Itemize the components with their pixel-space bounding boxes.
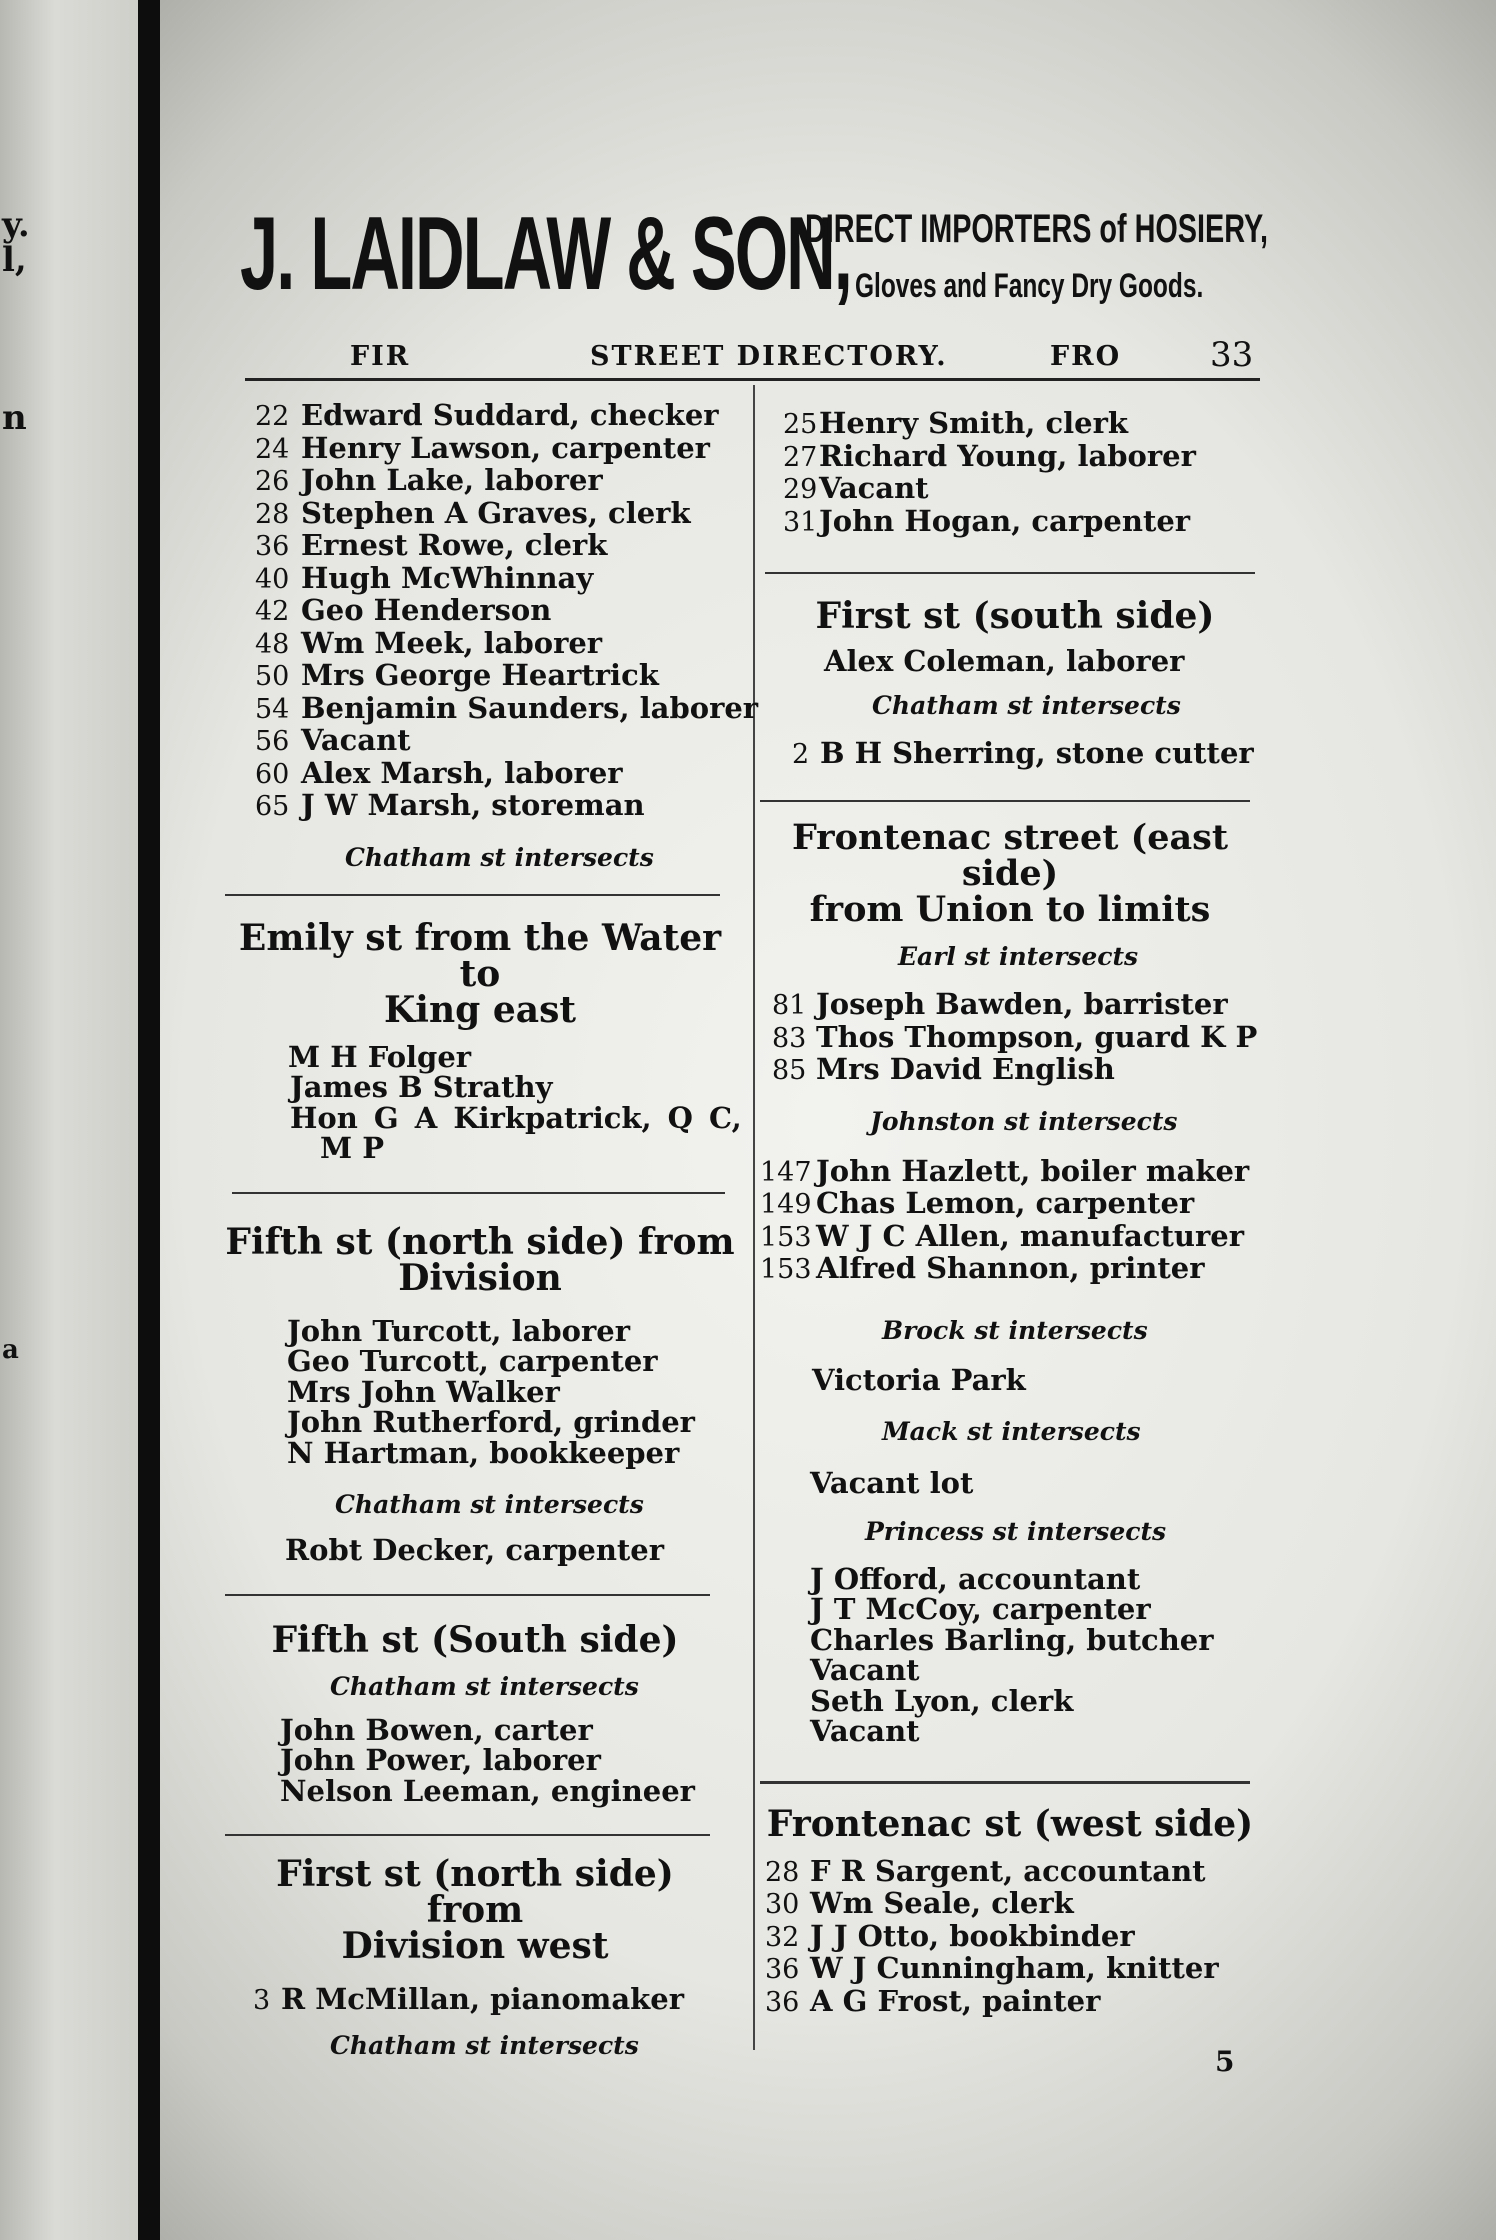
prev-fragment: a [2, 1335, 19, 1365]
frontenac-east-group-2 [760, 1153, 1280, 1286]
section-heading-frontenac-west: Frontenac st (west side) [766, 1802, 1254, 1845]
list-item: Seth Lyon, clerk [810, 1683, 1074, 1718]
page-number: 33 [1210, 335, 1254, 375]
left-column [225, 398, 759, 2060]
list-item: 26 John Lake, laborer [255, 463, 603, 497]
list-item: M P [320, 1131, 385, 1165]
list-item: 29Vacant [783, 471, 929, 505]
signature-mark: 5 [1215, 2045, 1235, 2078]
list-item: 24 Henry Lawson, carpenter [255, 430, 710, 465]
running-head-title: STREET DIRECTORY. [590, 341, 948, 372]
list-item: 85 Mrs David English [772, 1052, 1115, 1086]
header-rule [245, 378, 1260, 381]
list-item: Vacant [810, 1653, 920, 1687]
intersection-note: Chatham st intersects [872, 690, 1181, 720]
advertisement-header [240, 195, 1270, 325]
brand-name: J. LAIDLAW & SON, [240, 196, 851, 312]
list-item: 83 Thos Thompson, guard K P [772, 1019, 1258, 1054]
list-item: 28 Stephen A Graves, clerk [255, 495, 691, 530]
frontenac-east-group-3 [760, 1561, 1280, 1748]
list-item: Vacant lot [810, 1466, 974, 1500]
list-item: Robt Decker, carpenter [285, 1533, 665, 1567]
list-item: 81 Joseph Bawden, barrister [772, 987, 1228, 1021]
list-item: Charles Barling, butcher [810, 1622, 1214, 1657]
list-item: 60 Alex Marsh, laborer [255, 755, 623, 790]
list-item: Alex Coleman, laborer [824, 644, 1185, 678]
section-rule [765, 572, 1255, 574]
list-item: 50 Mrs George Heartrick [255, 658, 659, 692]
list-item: 65 J W Marsh, storeman [255, 788, 645, 822]
list-item: John Rutherford, grinder [287, 1405, 695, 1439]
list-item: James B Strathy [290, 1070, 553, 1104]
list-item: 153 W J C Allen, manufacturer [760, 1218, 1244, 1253]
section-rule [760, 800, 1250, 802]
list-item: J Offord, accountant [810, 1561, 1141, 1596]
list-item: John Power, laborer [280, 1743, 601, 1777]
section-heading-first-south: First st (south side) [815, 595, 1215, 637]
list-item: 32 J J Otto, bookbinder [765, 1918, 1135, 1953]
running-head-left: FIR [350, 341, 411, 372]
binding-gutter [138, 0, 160, 2240]
list-item: 2 B H Sherring, stone cutter [792, 735, 1254, 770]
prev-fragment: n [2, 398, 27, 438]
emily-residents [225, 1039, 742, 1165]
frontenac-east-group-1 [772, 989, 1280, 1087]
list-item: 22 Edward Suddard, checker [255, 398, 719, 432]
list-item: 36 Ernest Rowe, clerk [255, 528, 608, 562]
list-item: 147 John Hazlett, boiler maker [760, 1153, 1250, 1188]
list-item: 153 Alfred Shannon, printer [760, 1251, 1205, 1285]
list-item: 36 A G Frost, painter [765, 1983, 1101, 2018]
list-item: Victoria Park [812, 1362, 1026, 1397]
list-item: John Turcott, laborer [287, 1313, 631, 1348]
intersection-note: Chatham st intersects [330, 1671, 639, 1701]
brand-tagline-1: DIRECT IMPORTERS of HOSIERY, [805, 207, 1268, 251]
list-item: 31John Hogan, carpenter [783, 503, 1191, 538]
intersection-note: Brock st intersects [882, 1315, 1148, 1345]
fir-street-entries [255, 398, 759, 823]
intersection-note: Princess st intersects [865, 1516, 1167, 1546]
fir-street-continued [783, 408, 1280, 538]
list-item: Mrs John Walker [287, 1374, 560, 1409]
list-item: 48 Wm Meek, laborer [255, 625, 603, 660]
list-item: 54 Benjamin Saunders, laborer [255, 690, 759, 725]
list-item: 149 Chas Lemon, carpenter [760, 1186, 1195, 1220]
section-heading-fifth-north: Fifth st (north side) from Division [225, 1220, 735, 1299]
frontenac-west-entries [765, 1853, 1280, 2019]
previous-page-edge [0, 0, 138, 2240]
section-rule [225, 894, 720, 896]
list-item: 40 Hugh McWhinnay [255, 560, 594, 595]
prev-fragment: y. [2, 205, 30, 245]
list-item: Vacant [810, 1714, 920, 1748]
list-item: Geo Turcott, carpenter [287, 1344, 658, 1378]
list-item: Nelson Leeman, engineer [280, 1773, 695, 1808]
intersection-note: Earl st intersects [898, 942, 1139, 971]
list-item: 30 Wm Seale, clerk [765, 1886, 1074, 1920]
fifth-south-residents [225, 1712, 725, 1808]
section-rule [225, 1594, 710, 1596]
list-item: 3 R McMillan, pianomaker [253, 1982, 684, 2016]
intersection-note: Chatham st intersects [335, 1490, 644, 1519]
prev-fragment: l, [2, 240, 27, 280]
section-heading-fifth-south: Fifth st (South side) [271, 1618, 679, 1661]
brand-tagline-2: Gloves and Fancy Dry Goods. [855, 267, 1204, 305]
intersection-note: Chatham st intersects [330, 2030, 639, 2060]
list-item: John Bowen, carter [280, 1712, 593, 1747]
section-rule [225, 1834, 710, 1836]
list-item: 36 W J Cunningham, knitter [765, 1951, 1219, 1985]
list-item: 56 Vacant [255, 723, 411, 757]
list-item: J T McCoy, carpenter [810, 1592, 1151, 1626]
section-rule [232, 1192, 725, 1194]
fifth-north-residents [225, 1313, 725, 1470]
section-heading-frontenac-east: Frontenac street (east side) from Union to limits [791, 817, 1229, 930]
section-heading-emily: Emily st from the Water to King east [238, 916, 722, 1031]
right-column [760, 400, 1280, 2018]
list-item: N Hartman, bookkeeper [287, 1435, 680, 1470]
list-item: 28 F R Sargent, accountant [765, 1853, 1206, 1888]
intersection-note: Johnston st intersects [870, 1106, 1178, 1136]
list-item: 42 Geo Henderson [255, 593, 552, 627]
intersection-note: Chatham st intersects [345, 842, 654, 872]
intersection-note: Mack st intersects [882, 1417, 1141, 1446]
list-item: 25Henry Smith, clerk [783, 406, 1128, 440]
section-rule [760, 1781, 1250, 1784]
list-item: 27Richard Young, laborer [783, 438, 1196, 473]
running-head-right: FRO [1050, 341, 1122, 372]
column-divider [753, 385, 755, 2050]
list-item: M H Folger [288, 1039, 472, 1074]
section-heading-first-north: First st (north side) from Division west [276, 1853, 674, 1967]
list-item: Hon G A Kirkpatrick, Q C, [290, 1100, 742, 1135]
